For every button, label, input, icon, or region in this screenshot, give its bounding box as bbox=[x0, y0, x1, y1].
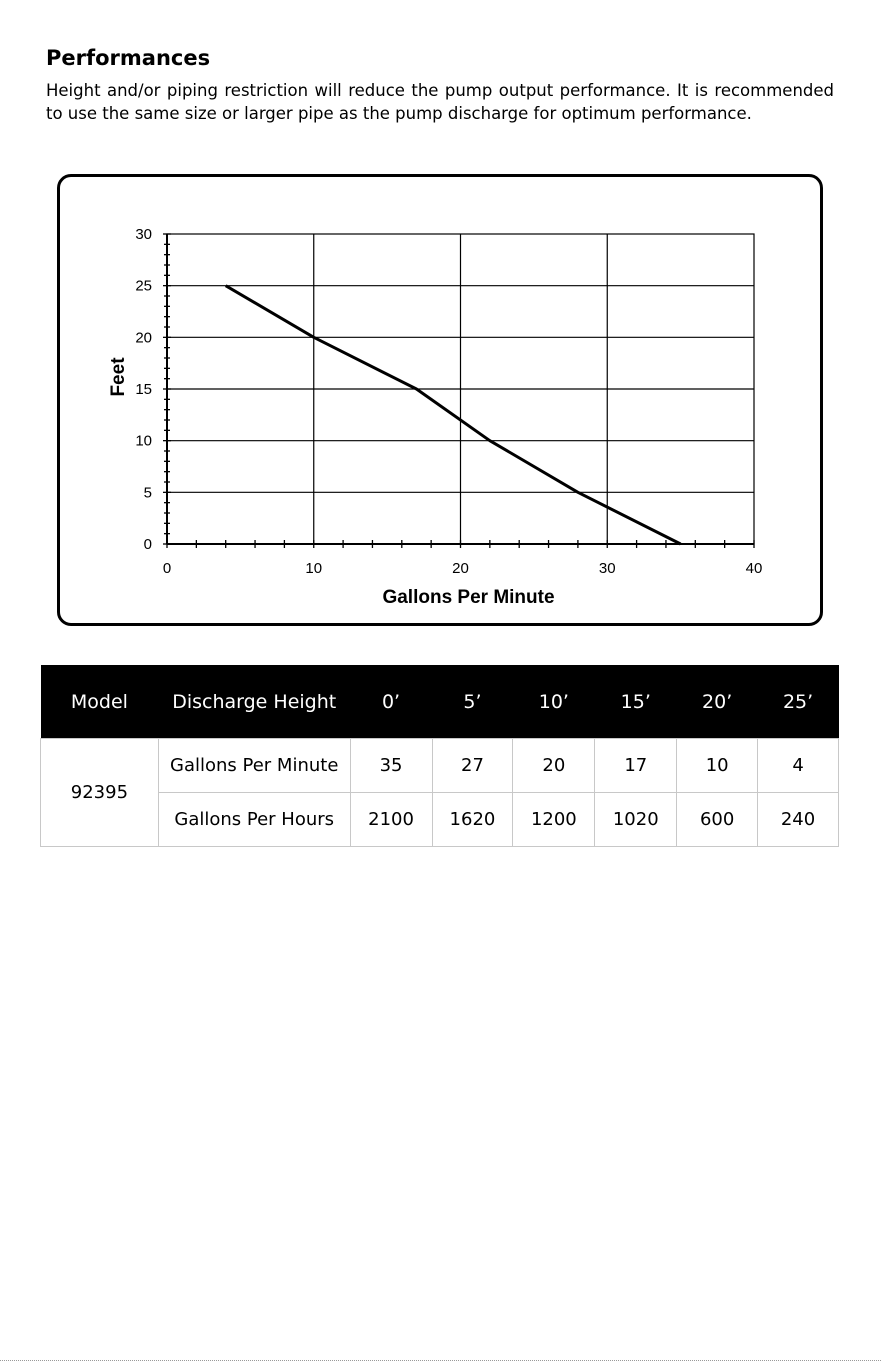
bottom-rule bbox=[0, 1360, 881, 1361]
y-tick-label: 5 bbox=[143, 484, 152, 502]
x-tick-label: 0 bbox=[162, 560, 172, 577]
header-height-10: 10’ bbox=[513, 665, 595, 739]
x-tick-label: 20 bbox=[452, 560, 469, 577]
table-cell: 1620 bbox=[432, 793, 513, 847]
table-cell: 10 bbox=[677, 739, 758, 793]
table-cell: 17 bbox=[595, 739, 677, 793]
x-tick-label: 40 bbox=[745, 560, 763, 577]
x-tick-label: 10 bbox=[305, 560, 323, 577]
header-discharge-height: Discharge Height bbox=[158, 665, 350, 739]
row-label: Gallons Per Minute bbox=[158, 739, 350, 793]
x-tick-label: 30 bbox=[598, 560, 616, 577]
model-cell: 92395 bbox=[41, 739, 159, 847]
table-cell: 2100 bbox=[350, 793, 432, 847]
y-tick-label: 0 bbox=[143, 536, 152, 553]
table-cell: 1200 bbox=[513, 793, 595, 847]
labels bbox=[108, 226, 762, 608]
table-row bbox=[41, 793, 839, 847]
performance-chart bbox=[60, 177, 820, 623]
header-height-25: 25’ bbox=[758, 665, 839, 739]
header-model: Model bbox=[41, 665, 159, 739]
y-tick-label: 15 bbox=[135, 381, 152, 398]
header-height-20: 20’ bbox=[677, 665, 758, 739]
table-cell: 600 bbox=[677, 793, 758, 847]
series-line bbox=[226, 286, 681, 544]
header-height-5: 5’ bbox=[432, 665, 513, 739]
table-row bbox=[41, 739, 839, 793]
row-label: Gallons Per Hours bbox=[158, 793, 350, 847]
chart-frame bbox=[57, 174, 823, 626]
table-header-row bbox=[41, 665, 839, 739]
y-axis-title: Feet bbox=[108, 357, 129, 397]
y-tick-label: 20 bbox=[135, 329, 152, 347]
table-cell: 20 bbox=[513, 739, 595, 793]
y-tick-label: 30 bbox=[135, 226, 152, 243]
x-axis-title: Gallons Per Minute bbox=[382, 587, 555, 608]
table-cell: 27 bbox=[432, 739, 513, 793]
section-title: Performances bbox=[46, 46, 211, 70]
series bbox=[226, 286, 681, 544]
header-height-0: 0’ bbox=[350, 665, 432, 739]
y-tick-label: 25 bbox=[135, 277, 152, 295]
grid bbox=[167, 234, 754, 544]
header-height-15: 15’ bbox=[595, 665, 677, 739]
table-cell: 35 bbox=[350, 739, 432, 793]
table-cell: 1020 bbox=[595, 793, 677, 847]
table-cell: 4 bbox=[758, 739, 839, 793]
y-tick-label: 10 bbox=[135, 432, 152, 450]
axes bbox=[163, 234, 754, 548]
intro-paragraph: Height and/or piping restriction will reduce the pump output performance. It is recommended to use the same size or larger pipe as the pump discharge for optimum performance. bbox=[46, 81, 834, 123]
performance-table bbox=[40, 665, 839, 847]
table-cell: 240 bbox=[758, 793, 839, 847]
